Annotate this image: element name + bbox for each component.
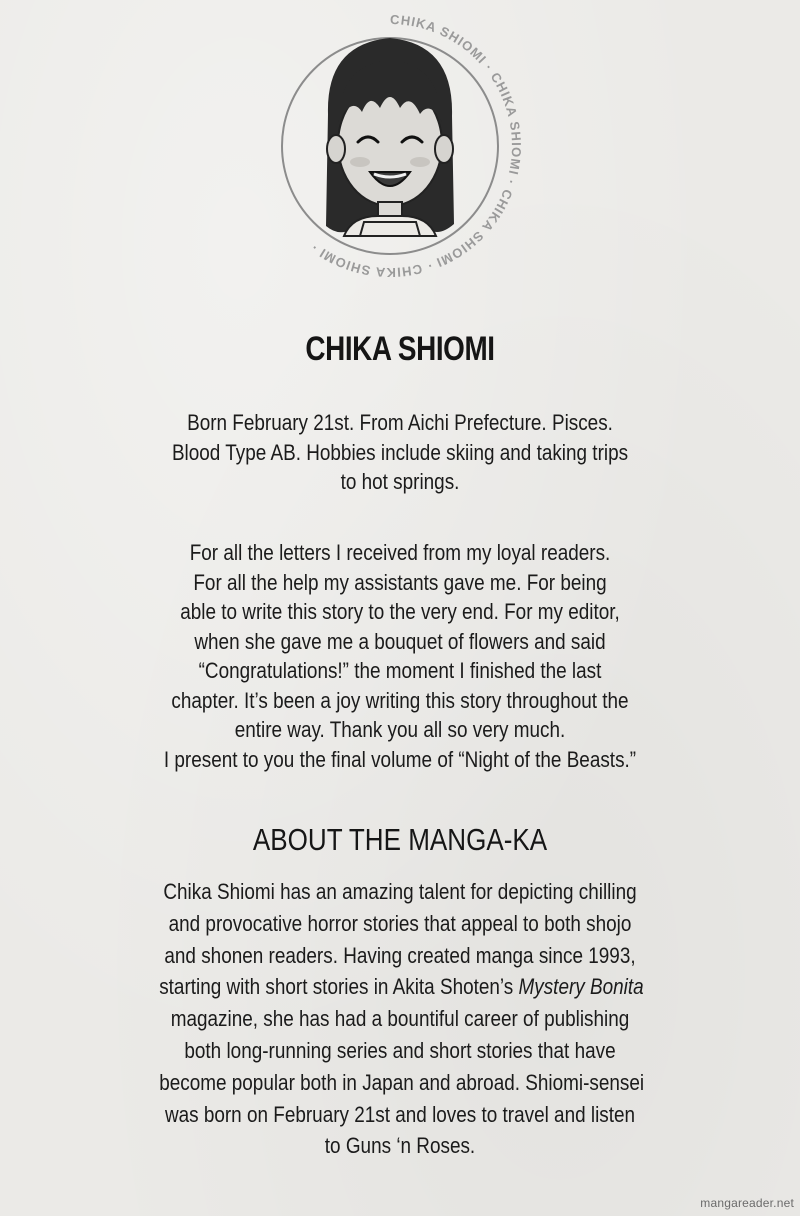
magazine-title: Mystery Bonita [518,974,644,1000]
thanks-paragraph [159,538,641,774]
about-line: become popular both in Japan and abroad. Shiomi-sensei [159,1069,645,1095]
thanks-line: “Congratulations!” the moment I finished the last [198,658,602,683]
bio-line: Born February 21st. From Aichi Prefecture. Pisces. [187,410,613,435]
thanks-line: able to write this story to the very end. For my editor, [180,599,620,624]
thanks-line: when she gave me a bouquet of flowers and said [194,628,606,654]
about-line: and shonen readers. Having created manga since 1993, [164,942,636,968]
about-line [159,971,644,1003]
about-line: magazine, she has had a bountiful career of publishing [170,1006,630,1032]
about-paragraph [159,876,645,1162]
thanks-line: entire way. Thank you all so very much. [234,717,566,742]
about-line: to Guns ‘n Roses. [324,1133,476,1159]
site-watermark: mangareader.net [700,1196,794,1210]
thanks-line: For all the letters I received from my loyal readers. [189,540,611,565]
thanks-line: For all the help my assistants gave me. For being [193,569,607,595]
thanks-line: I present to you the final volume of “Night of the Beasts.” [163,746,637,772]
bio-line: to hot springs. [340,469,460,494]
about-line: was born on February 21st and loves to travel and listen [164,1101,636,1127]
about-line: Chika Shiomi has an amazing talent for depicting chilling [163,879,637,904]
about-line: both long-running series and short stories that have [184,1037,616,1063]
about-line-text: starting with short stories in Akita Shoten’s [159,974,519,1000]
author-portrait [240,4,540,296]
bio-line: Blood Type AB. Hobbies include skiing and taking trips [171,439,629,465]
author-portrait-illustration [240,4,540,296]
page-title: CHIKA SHIOMI [305,330,495,368]
about-heading: ABOUT THE MANGA-KA [252,822,548,857]
portrait-seal-text: CHIKA SHIOMI · CHIKA SHIOMI · CHIKA SHIOMI · CHIKA SHIOMI · [307,11,525,281]
thanks-line: chapter. It’s been a joy writing this story throughout the [171,687,629,713]
about-line: and provocative horror stories that appeal to both shojo [168,910,632,936]
bio-paragraph [159,408,641,497]
